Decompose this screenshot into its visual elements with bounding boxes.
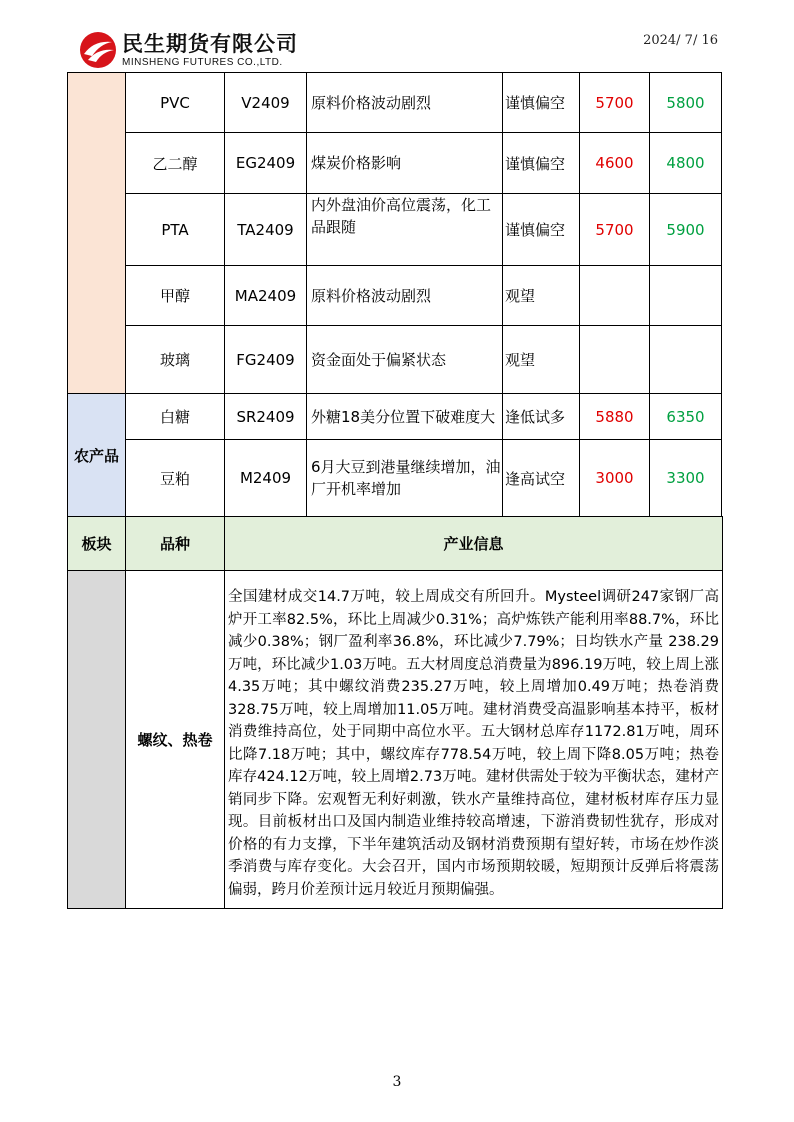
table-header-row: [68, 517, 723, 571]
minsheng-logo-icon: [78, 30, 118, 70]
support-price: 5880: [580, 394, 650, 440]
variety-name: PTA: [126, 194, 225, 266]
variety-name: 甲醇: [126, 266, 225, 326]
variety-name: 玻璃: [126, 326, 225, 394]
support-price: [580, 266, 650, 326]
page-number: 3: [392, 1074, 402, 1090]
company-name-en: MINSHENG FUTURES CO.,LTD.: [122, 57, 283, 68]
strategy-view: 谨慎偏空: [503, 194, 580, 266]
support-price: 3000: [580, 440, 650, 517]
driver-text: 内外盘油价高位震荡，化工品跟随: [307, 194, 503, 266]
resistance-price: 3300: [650, 440, 722, 517]
header-sector: 板块: [68, 517, 126, 571]
resistance-price: 5900: [650, 194, 722, 266]
support-price: 5700: [580, 194, 650, 266]
contract-code: TA2409: [225, 194, 307, 266]
header-info: 产业信息: [225, 517, 723, 571]
table-row: [68, 440, 722, 517]
strategy-view: 观望: [503, 326, 580, 394]
company-logo: [78, 28, 318, 72]
strategy-view: 谨慎偏空: [503, 73, 580, 133]
resistance-price: [650, 266, 722, 326]
driver-text: 原料价格波动剧烈: [307, 266, 503, 326]
contract-code: FG2409: [225, 326, 307, 394]
resistance-price: 6350: [650, 394, 722, 440]
strategy-view: 观望: [503, 266, 580, 326]
variety-name: PVC: [126, 73, 225, 133]
support-price: [580, 326, 650, 394]
strategy-view: 谨慎偏空: [503, 133, 580, 194]
support-price: 4600: [580, 133, 650, 194]
sector-cell-chem: [68, 73, 126, 394]
strategy-view: 逢高试空: [503, 440, 580, 517]
table-row: [68, 73, 722, 133]
table-row: [68, 133, 722, 194]
driver-text: 外糖18美分位置下破难度大: [307, 394, 503, 440]
sector-label-agri: 农产品: [68, 394, 126, 517]
resistance-price: 5800: [650, 73, 722, 133]
driver-text: 资金面处于偏紧状态: [307, 326, 503, 394]
support-price: 5700: [580, 73, 650, 133]
driver-text: 煤炭价格影响: [307, 133, 503, 194]
variety-name: 白糖: [126, 394, 225, 440]
contract-code: MA2409: [225, 266, 307, 326]
variety-name: 螺纹、热卷: [126, 571, 225, 909]
table-row: [68, 394, 722, 440]
company-name-cn: 民生期货有限公司: [122, 32, 298, 56]
sector-cell-steel: [68, 571, 126, 909]
variety-name: 乙二醇: [126, 133, 225, 194]
driver-text: 原料价格波动剧烈: [307, 73, 503, 133]
industry-info-table: [67, 516, 723, 909]
strategy-table: [67, 72, 722, 517]
strategy-view: 逢低试多: [503, 394, 580, 440]
table-row: [68, 326, 722, 394]
table-row: [68, 194, 722, 266]
table-row: [68, 571, 723, 909]
industry-info-text: 全国建材成交14.7万吨，较上周成交有所回升。Mysteel调研247家钢厂高炉开工率82.5%，环比上周减少0.31%；高炉炼铁产能利用率88.7%，环比减少0.38%；钢厂盈利率36.8%，环比减少7.79%；日均铁水产量 238.29万吨，环比减少1.03万吨。五大材周度总消费量为896.19万吨，较上周上涨4.35万吨；其中螺纹消费235.27万吨，较上周增加0.49万吨；热卷消费328.75万吨，较上周增加11.05万吨。建材消费受高温影响基本持平，板材消费维持高位，处于同期中高位水平。五大钢材总库存1172.81万吨，周环比降7.18万吨；其中，螺纹库存778.54万吨，较上周下降8.05万吨；热卷库存424.12万吨，较上周增2.73万吨。建材供需处于较为平衡状态，建材产销同步下降。宏观暂无利好刺激，铁水产量维持高位，建材板材库存压力显现。目前板材出口及国内制造业维持较高增速，下游消费韧性犹存，形成对价格的有力支撑，下半年建筑活动及钢材消费预期有望好转，市场在炒作淡季消费与库存变化。大会召开，国内市场预期较暖，短期预计反弹后将震荡偏弱，跨月价差预计远月较近月预期偏强。: [225, 571, 723, 909]
contract-code: EG2409: [225, 133, 307, 194]
resistance-price: 4800: [650, 133, 722, 194]
report-date: 2024/ 7/ 16: [643, 33, 718, 48]
contract-code: V2409: [225, 73, 307, 133]
driver-text: 6月大豆到港量继续增加，油厂开机率增加: [307, 440, 503, 517]
header-variety: 品种: [126, 517, 225, 571]
variety-name: 豆粕: [126, 440, 225, 517]
resistance-price: [650, 326, 722, 394]
contract-code: SR2409: [225, 394, 307, 440]
table-row: [68, 266, 722, 326]
contract-code: M2409: [225, 440, 307, 517]
